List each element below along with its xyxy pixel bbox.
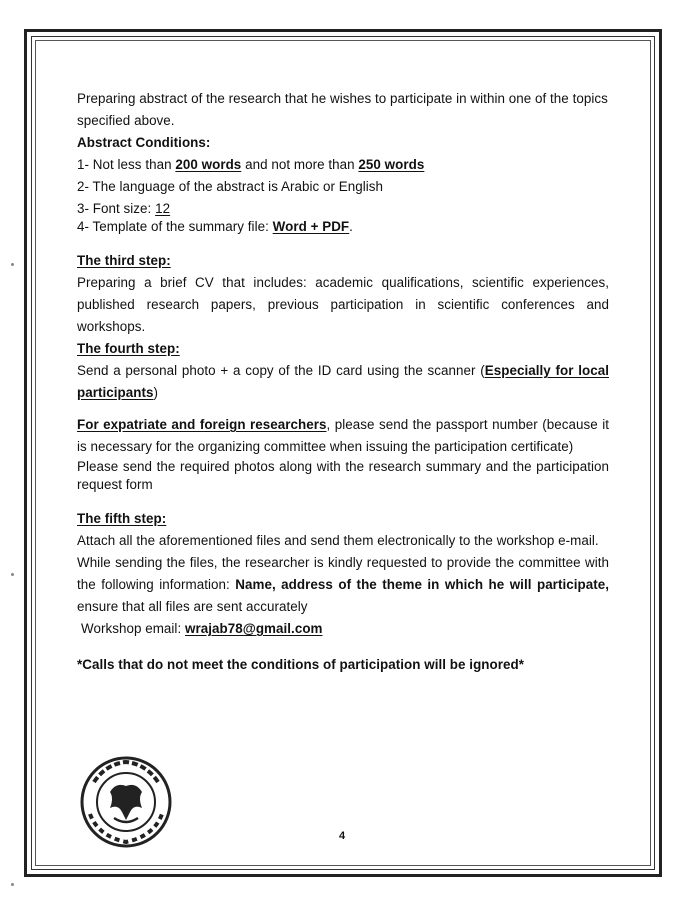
abstract-intro: Preparing abstract of the research that he wishes to participate in within one of the topics specified above. [77,91,608,128]
third-step-heading: The third step: [77,253,171,268]
photos-note: Please send the required photos along with the research summary and the participation request form [77,459,609,492]
page-number: 4 [339,830,346,842]
workshop-email-link[interactable]: wrajab78@gmail.com [185,621,323,636]
expat-emphasis: For expatriate and foreign researchers [77,417,327,432]
condition-3: 3- Font size: 12 [77,201,171,216]
fifth-step-heading: The fifth step: [77,511,167,526]
abstract-conditions-heading: Abstract Conditions: [77,135,211,150]
fourth-step-heading: The fourth step: [77,341,180,356]
margin-mark [11,883,14,886]
max-words: 250 words [358,157,425,172]
font-size-value: 12 [155,201,171,216]
min-words: 200 words [175,157,242,172]
condition-4: 4- Template of the summary file: Word + PDF. [77,219,353,234]
fifth-step-text: Attach all the aforementioned files and send them electronically to the workshop e-mail. [77,533,599,548]
workshop-email-line: Workshop email: wrajab78@gmail.com [81,621,323,636]
local-participants-emphasis: Especially for local participants [77,363,609,400]
ignored-calls-warning: *Calls that do not meet the conditions of participation will be ignored* [77,657,525,672]
margin-mark [11,573,14,576]
third-step-text: Preparing a brief CV that includes: academic qualifications, scientific experiences, published research papers, previous participation in scientific conferences and workshops. [77,275,609,334]
margin-mark [11,263,14,266]
condition-2: 2- The language of the abstract is Arabic or English [77,179,384,194]
template-value: Word + PDF [272,219,350,234]
fourth-step-text: Send a personal photo + a copy of the ID card using the scanner (Especially for local participants) [77,363,609,400]
document-body [77,88,609,676]
info-emphasis: Name, address of the theme in which he will participate, [235,577,609,592]
fifth-step-info: While sending the files, the researcher is kindly requested to provide the committee with the following information: Name, address of the theme in which he will participate, ensure that all files are sent accurately [77,555,609,614]
condition-1: 1- Not less than 200 words and not more than 250 words [77,157,425,172]
official-seal-icon [76,752,176,852]
expat-note: For expatriate and foreign researchers, please send the passport number (because it is necessary for the organizing committee when issuing the participation certificate) [77,417,609,454]
